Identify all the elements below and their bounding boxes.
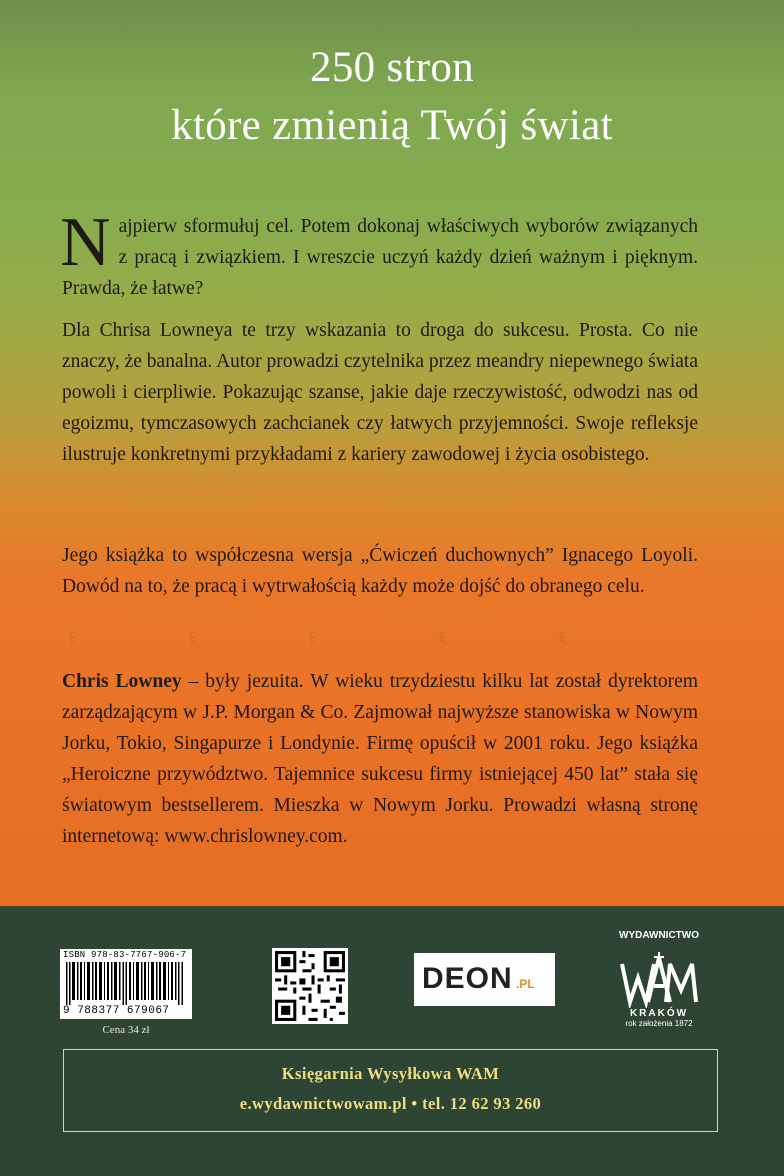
publisher-city: KRAKÓW <box>629 1008 689 1019</box>
deon-logo-suffix: .PL <box>516 977 535 991</box>
headline-line-2: które zmienią Twój świat <box>171 102 613 149</box>
bookshop-name: Księgarnia Wysyłkowa WAM <box>281 1064 500 1083</box>
barcode-bars <box>66 962 186 1005</box>
author-bio-text: – były jezuita. W wieku trzydziestu kilku lat został dyrektorem zarządzającym w J.P. Morgan & Co. Zajmował najwyższe stanowiska w Nowym Jorku, Tokio, Singapurze i Londynie. Firmę opuścił w 2001 roku. Jego książka „Heroiczne przywództwo. Tajemnice sukcesu firmy istniejącej 450 lat” stała się światowym bestsellerem. Mieszka w Nowym Jorku. Prowadzi własną stronę internetową: www.chrislowney.com. <box>62 671 698 847</box>
bookshop-info-box <box>63 1049 718 1132</box>
isbn-digits: 9 788377 679067 <box>63 1005 170 1017</box>
headline-line-1: 250 stron <box>310 44 474 91</box>
publisher-label: WYDAWNICTWO <box>619 930 699 941</box>
drop-cap: N <box>60 204 111 281</box>
bookshop-contact: e.wydawnictwowam.pl • tel. 12 62 93 260 <box>239 1094 542 1113</box>
wam-logo-icon <box>618 950 700 1008</box>
decorative-flourishes: § § § § § <box>68 628 567 648</box>
deon-logo-text: DEON <box>422 962 513 995</box>
blurb-paragraph-2: Dla Chrisa Lowneya te trzy wskazania to droga do sukcesu. Prosta. Co nie znaczy, że banalna. Autor prowadzi czytelnika przez meandry niepewnego świata powoli i cierpliwie. Pokazując szanse, jakie daje rzeczywistość, odwodzi nas od egoizmu, tymczasowych zachcianek czy łatwych przyjemności. Swoje refleksje ilustruje konkretnymi przykładami z kariery zawodowej i życia osobistego. <box>62 320 698 465</box>
deon-logo <box>414 953 555 1006</box>
blurb-paragraph-1-text: ajpierw sformułuj cel. Potem dokonaj właściwych wyborów związanych z pracą i związkiem. I wreszcie uczyń każdy dzień ważnym i pięknym. Prawda, że łatwe? <box>62 216 698 299</box>
price-label: Cena 34 zł <box>102 1024 150 1036</box>
isbn-label: ISBN 978-83-7767-906-7 <box>63 950 187 960</box>
isbn-barcode <box>60 949 192 1019</box>
qr-code <box>272 948 348 1024</box>
author-name: Chris Lowney <box>62 671 182 692</box>
blurb-paragraph-1 <box>60 204 698 304</box>
blurb-paragraph-3: Jego książka to współczesna wersja „Ćwiczeń duchownych” Ignacego Loyoli. Dowód na to, że pracą i wytrwałością każdy może dojść do obranego celu. <box>62 545 698 597</box>
publisher-founded: rok założenia 1872 <box>625 1019 693 1028</box>
author-bio <box>62 666 698 852</box>
